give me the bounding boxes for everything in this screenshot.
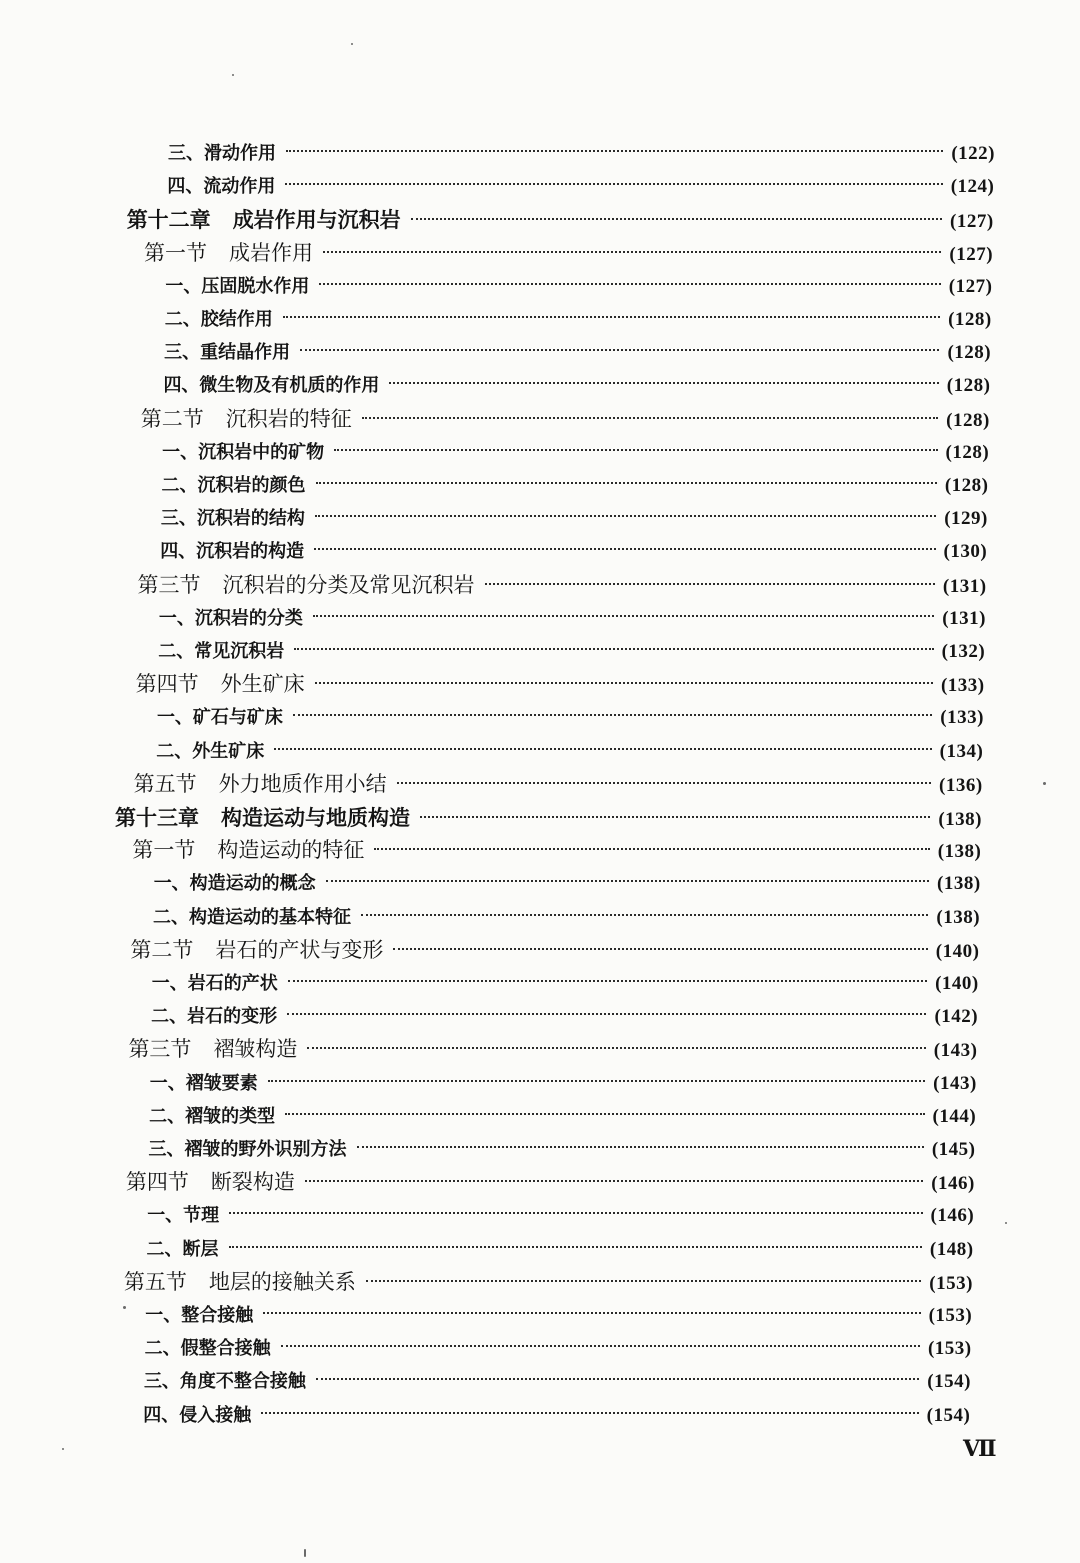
item-title: 三、褶皱的野外识别方法: [148, 1139, 347, 1160]
toc-entry-title: [163, 369, 379, 402]
toc-entry-item: [149, 1133, 976, 1166]
toc-page-number: (128): [947, 342, 992, 364]
toc-entry-title: [164, 336, 290, 369]
item-title: 一、矿石与矿床: [156, 707, 283, 729]
toc-entry-title: [161, 502, 305, 535]
toc-entry-section: [136, 668, 985, 701]
dot-leader: [366, 1280, 921, 1282]
section-title: 地层的接触关系: [208, 1269, 356, 1294]
toc-page-number: (144): [932, 1105, 977, 1127]
toc-entry-title: [128, 1033, 297, 1066]
dot-leader: [281, 1345, 920, 1347]
toc-entry-title: [165, 303, 273, 336]
toc-entry-title: [132, 834, 364, 867]
toc-page-number: (132): [941, 641, 986, 662]
toc-entry-item: [145, 1299, 972, 1332]
dot-leader: [263, 1312, 920, 1314]
item-title: 四、侵入接触: [143, 1404, 252, 1426]
dot-leader: [287, 1013, 926, 1015]
toc-page-number: (146): [931, 1173, 975, 1195]
toc-page-number: (146): [930, 1205, 975, 1227]
toc-entry-item: [145, 1332, 972, 1365]
toc-entry-title: [141, 403, 352, 436]
item-title: 一、构造运动的概念: [153, 873, 316, 895]
toc-page-number: (128): [946, 375, 991, 397]
chapter-title: 构造运动与地质构造: [221, 805, 410, 830]
section-number: 第一节: [132, 838, 196, 863]
toc-entry-item: [151, 1000, 978, 1033]
section-title: 外力地质作用小结: [218, 771, 387, 796]
dot-leader: [323, 251, 941, 253]
toc-page-number: (153): [927, 1338, 972, 1360]
toc-entry-item: [153, 901, 980, 934]
toc-entry-section: [124, 1266, 973, 1299]
toc-entry-title: [158, 635, 284, 668]
section-title: 褶皱构造: [213, 1037, 298, 1062]
section-number: 第五节: [133, 771, 197, 796]
scan-speck: [1043, 782, 1046, 785]
toc-page-number: (143): [933, 1040, 978, 1062]
dot-leader: [315, 682, 933, 684]
toc-entry-section: [128, 1033, 977, 1066]
toc-entry-section: [144, 237, 993, 270]
toc-entry-item: [162, 469, 989, 502]
dot-leader: [411, 218, 942, 220]
dot-leader: [229, 1246, 922, 1248]
toc-entry-item: [165, 303, 992, 336]
toc-page-number: (136): [939, 774, 983, 796]
item-title: 二、岩石的变形: [151, 1006, 278, 1028]
toc-entry-item: [160, 535, 987, 568]
toc-page-number: (138): [936, 906, 981, 928]
toc-entry-title: [130, 934, 383, 967]
item-title: 二、常见沉积岩: [158, 641, 285, 662]
item-title: 三、角度不整合接触: [143, 1371, 306, 1393]
toc-entry-item: [147, 1199, 974, 1232]
toc-entry-item: [158, 635, 985, 668]
toc-entry-title: [138, 569, 475, 602]
dot-leader: [334, 449, 937, 451]
scan-speck: [1005, 1222, 1007, 1224]
toc-entry-title: [160, 535, 304, 568]
toc-entry-title: [144, 1365, 306, 1398]
item-title: 二、外生矿床: [156, 740, 265, 762]
dot-leader: [316, 482, 937, 484]
toc-page-number: (122): [951, 143, 995, 164]
item-title: 二、构造运动的基本特征: [153, 906, 352, 928]
toc-entry-item: [163, 369, 990, 402]
toc-page-number: (138): [937, 841, 982, 863]
toc-entry-item: [156, 735, 983, 768]
toc-entry-section: [126, 1166, 975, 1199]
dot-leader: [315, 515, 936, 517]
dot-leader: [357, 1146, 924, 1148]
toc-entry-title: [152, 967, 278, 1000]
toc-entry-title: [149, 1100, 275, 1133]
dot-leader: [305, 1180, 923, 1182]
toc-page-number: (140): [935, 940, 980, 962]
toc-entry-title: [162, 469, 306, 502]
item-title: 三、重结晶作用: [164, 342, 291, 364]
toc-entry-title: [154, 867, 316, 900]
chapter-title: 成岩作用与沉积岩: [232, 207, 401, 233]
toc-entry-chapter: [127, 203, 994, 236]
toc-page-number: (128): [944, 475, 989, 496]
dot-leader: [293, 714, 932, 716]
toc-entry-title: [157, 701, 283, 734]
chapter-number: 第十二章: [126, 207, 211, 233]
section-number: 第二节: [140, 406, 204, 431]
toc-page-number: (131): [942, 575, 987, 597]
toc-page-number: (138): [938, 809, 982, 830]
toc-page-number: (154): [926, 1404, 971, 1426]
toc-entry-item: [168, 137, 995, 170]
toc-entry-title: [147, 1233, 219, 1266]
toc-entry-item: [167, 170, 994, 203]
dot-leader: [300, 349, 939, 351]
toc-page-number: (128): [946, 409, 990, 431]
item-title: 一、压固脱水作用: [165, 275, 310, 297]
toc-page-number: (130): [943, 541, 988, 563]
dot-leader: [314, 548, 935, 550]
toc-entry-item: [149, 1100, 976, 1133]
toc-entry-section: [138, 569, 987, 602]
toc-page-number: (134): [939, 740, 984, 762]
dot-leader: [393, 948, 927, 950]
toc-entry-title: [136, 668, 305, 701]
item-title: 一、岩石的产状: [151, 973, 278, 994]
section-title: 成岩作用: [229, 240, 314, 265]
toc-entry-item: [162, 436, 989, 469]
toc-entry-title: [159, 602, 303, 635]
item-title: 三、滑动作用: [168, 143, 276, 164]
dot-leader: [285, 183, 942, 185]
toc-entry-title: [165, 270, 309, 303]
item-title: 一、褶皱要素: [149, 1072, 258, 1094]
dot-leader: [294, 648, 933, 650]
toc-entry-title: [145, 1332, 271, 1365]
scan-speck: [232, 74, 234, 76]
item-title: 一、沉积岩的分类: [158, 607, 303, 629]
toc-page-number: (153): [929, 1272, 973, 1294]
item-title: 一、节理: [147, 1205, 220, 1227]
toc-entry-title: [153, 901, 351, 934]
dot-leader: [229, 1212, 922, 1214]
toc-entry-item: [157, 701, 984, 734]
dot-leader: [389, 382, 938, 384]
toc-page-number: (138): [937, 873, 981, 895]
toc-page-number: (140): [935, 973, 979, 994]
toc-entry-item: [152, 967, 979, 1000]
scan-speck: [62, 1448, 64, 1450]
toc-page-number: (128): [948, 309, 992, 330]
toc-entry-title: [167, 170, 275, 203]
toc-page-number: (133): [940, 675, 985, 697]
dot-leader: [285, 1113, 924, 1115]
item-title: 二、沉积岩的颜色: [161, 475, 306, 496]
dot-leader: [485, 583, 935, 585]
toc-entry-title: [145, 1299, 253, 1332]
section-number: 第四节: [125, 1170, 189, 1195]
toc-entry-title: [151, 1000, 277, 1033]
section-number: 第五节: [123, 1269, 187, 1294]
toc-entry-item: [161, 502, 988, 535]
toc-page-number: (148): [929, 1238, 974, 1260]
toc-page-number: (133): [940, 707, 984, 729]
scan-speck: [304, 1549, 306, 1557]
item-title: 三、沉积岩的结构: [160, 508, 305, 530]
item-title: 二、假整合接触: [144, 1338, 271, 1360]
dot-leader: [397, 782, 931, 784]
toc-entry-item: [154, 867, 981, 900]
section-title: 沉积岩的特征: [225, 406, 352, 431]
toc-page-number: (128): [945, 441, 990, 463]
toc-entry-title: [150, 1067, 258, 1100]
section-title: 外生矿床: [220, 672, 305, 697]
toc-entry-item: [150, 1067, 977, 1100]
toc-page-number: (154): [927, 1371, 971, 1393]
item-title: 四、沉积岩的构造: [160, 541, 305, 563]
toc-page-number: (143): [933, 1072, 977, 1094]
dot-leader: [313, 615, 934, 617]
item-title: 二、胶结作用: [164, 309, 273, 330]
toc-entry-title: [124, 1266, 356, 1299]
toc-page-number: (153): [928, 1305, 973, 1326]
page-number: Ⅶ: [963, 1436, 997, 1461]
dot-leader: [420, 816, 930, 818]
toc-entry-title: [134, 768, 387, 801]
scan-speck: [351, 43, 353, 45]
item-title: 四、流动作用: [167, 176, 276, 198]
toc-page-number: (145): [931, 1139, 976, 1160]
toc-entry-title: [162, 436, 324, 469]
toc-page-number: (142): [934, 1006, 979, 1028]
section-number: 第三节: [137, 572, 201, 597]
section-number: 第四节: [135, 672, 199, 697]
toc-entry-title: [147, 1199, 219, 1232]
dot-leader: [274, 748, 931, 750]
toc-entry-title: [126, 1166, 295, 1199]
toc-entry-section: [132, 834, 981, 867]
toc-entry-section: [141, 403, 990, 436]
toc-entry-item: [165, 270, 992, 303]
dot-leader: [326, 880, 929, 882]
toc-entry-title: [156, 735, 264, 768]
toc-entry-item: [147, 1233, 974, 1266]
toc-entry-section: [130, 934, 979, 967]
toc-entry-title: [144, 237, 313, 270]
section-title: 构造运动的特征: [217, 838, 365, 863]
chapter-number: 第十三章: [115, 805, 199, 830]
dot-leader: [374, 848, 929, 850]
toc-page-number: (129): [944, 508, 988, 530]
toc-entry-item: [144, 1365, 971, 1398]
toc-page-number: (127): [948, 275, 993, 297]
dot-leader: [362, 417, 938, 419]
toc-page-number: (127): [950, 211, 994, 233]
dot-leader: [316, 1378, 919, 1380]
dot-leader: [361, 914, 928, 916]
dot-leader: [286, 150, 943, 152]
toc-page-number: (124): [950, 176, 995, 198]
toc-entry-chapter: [115, 801, 982, 834]
section-number: 第二节: [130, 937, 194, 962]
item-title: 二、褶皱的类型: [149, 1105, 276, 1127]
toc-entry-item: [143, 1399, 970, 1432]
dot-leader: [288, 980, 927, 982]
toc-entry-title: [127, 203, 401, 236]
toc-entry-title: [115, 801, 410, 834]
section-number: 第一节: [144, 240, 208, 265]
dot-leader: [319, 283, 940, 285]
toc-entry-title: [168, 137, 276, 170]
section-number: 第三节: [128, 1037, 192, 1062]
section-title: 断裂构造: [210, 1170, 295, 1195]
section-title: 沉积岩的分类及常见沉积岩: [222, 572, 475, 597]
toc-entry-item: [164, 336, 991, 369]
toc-entry-title: [149, 1133, 347, 1166]
toc-page-number: (131): [942, 607, 986, 629]
dot-leader: [268, 1080, 925, 1082]
toc-page-number: (127): [949, 243, 994, 265]
section-title: 岩石的产状与变形: [215, 937, 384, 962]
dot-leader: [261, 1412, 918, 1414]
toc-entry-item: [159, 602, 986, 635]
scan-speck: [123, 1306, 126, 1309]
item-title: 二、断层: [146, 1238, 219, 1260]
item-title: 一、沉积岩中的矿物: [162, 441, 325, 463]
item-title: 一、整合接触: [145, 1305, 254, 1326]
item-title: 四、微生物及有机质的作用: [163, 375, 380, 397]
toc-entry-title: [143, 1399, 251, 1432]
dot-leader: [307, 1047, 925, 1049]
dot-leader: [283, 316, 940, 318]
toc-entry-section: [134, 768, 983, 801]
